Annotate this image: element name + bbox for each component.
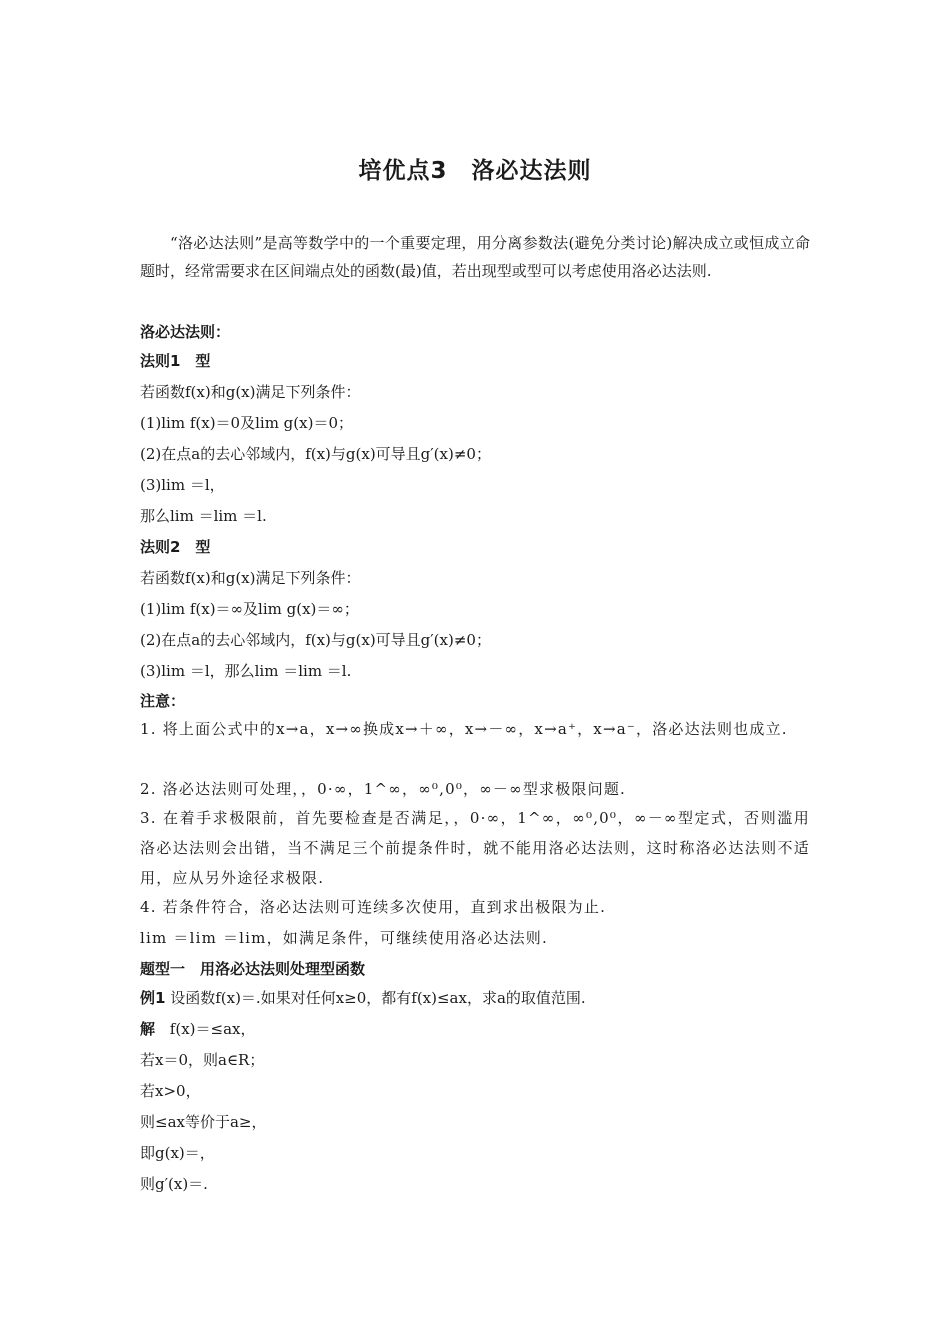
- rule1-condition: 若函数f(x)和g(x)满足下列条件：: [140, 383, 361, 401]
- solution-label: 解: [140, 1020, 156, 1038]
- solution-line-1: f(x)＝≤ax，: [169, 1020, 256, 1038]
- rule1-condition-2: (2)在点a的去心邻域内，f(x)与g(x)可导且g′(x)≠0；: [140, 445, 491, 463]
- note-3: 3. 在着手求极限前，首先要检查是否满足，，0·∞，1^∞，∞⁰,0⁰，∞－∞型定式，否则滥用洛必达法则会出错，当不满足三个前提条件时，就不能用洛必达法则，这时称洛必达法则不适用，应从另外途径求极限.: [140, 809, 810, 887]
- rule2-condition-1: (1)lim f(x)＝∞及lim g(x)＝∞；: [140, 600, 359, 618]
- example1: [140, 988, 810, 1008]
- chain-rule-line: lim ＝lim ＝lim，如满足条件，可继续使用洛必达法则.: [140, 929, 548, 947]
- solution-line-6: 则g′(x)＝.: [140, 1175, 208, 1193]
- rules-heading: 洛必达法则：: [140, 323, 231, 341]
- solution-line-5: 即g(x)＝，: [140, 1144, 215, 1162]
- rule2-heading: 法则2 型: [140, 538, 211, 556]
- note-2: 2. 洛必达法则可处理，，0·∞，1^∞，∞⁰,0⁰，∞－∞型求极限问题.: [140, 780, 626, 798]
- solution-line-3: 若x>0，: [140, 1082, 201, 1100]
- notes-heading: 注意：: [140, 692, 186, 710]
- example1-text: 设函数f(x)＝.如果对任何x≥0，都有f(x)≤ax，求a的取值范围.: [170, 989, 586, 1007]
- solution-first-line: [140, 1019, 810, 1039]
- note-4: 4. 若条件符合，洛必达法则可连续多次使用，直到求出极限为止.: [140, 898, 607, 916]
- rule2-condition-3: (3)lim ＝l，那么lim ＝lim ＝l.: [140, 662, 352, 680]
- rule2-condition-2: (2)在点a的去心邻域内，f(x)与g(x)可导且g′(x)≠0；: [140, 631, 491, 649]
- rule1-conclusion: 那么lim ＝lim ＝l.: [140, 507, 267, 525]
- page-title: 培优点3 洛必达法则: [358, 158, 592, 184]
- rule1-condition-1: (1)lim f(x)＝0及lim g(x)＝0；: [140, 414, 353, 432]
- rule1-condition-3: (3)lim ＝l，: [140, 476, 225, 494]
- rule1-heading: 法则1 型: [140, 352, 211, 370]
- note-1: 1. 将上面公式中的x→a，x→∞换成x→＋∞，x→－∞，x→a⁺，x→a⁻，洛必达法则也成立.: [140, 720, 788, 738]
- rule2-condition: 若函数f(x)和g(x)满足下列条件：: [140, 569, 361, 587]
- type1-heading: 题型一 用洛必达法则处理型函数: [140, 960, 366, 978]
- solution-line-4: 则≤ax等价于a≥，: [140, 1113, 267, 1131]
- example1-label: 例1: [140, 989, 166, 1007]
- solution-line-2: 若x＝0，则a∈R；: [140, 1051, 265, 1069]
- intro-paragraph: “洛必达法则”是高等数学中的一个重要定理，用分离参数法(避免分类讨论)解决成立或恒成立命题时，经常需要求在区间端点处的函数(最)值，若出现型或型可以考虑使用洛必达法则.: [140, 234, 810, 280]
